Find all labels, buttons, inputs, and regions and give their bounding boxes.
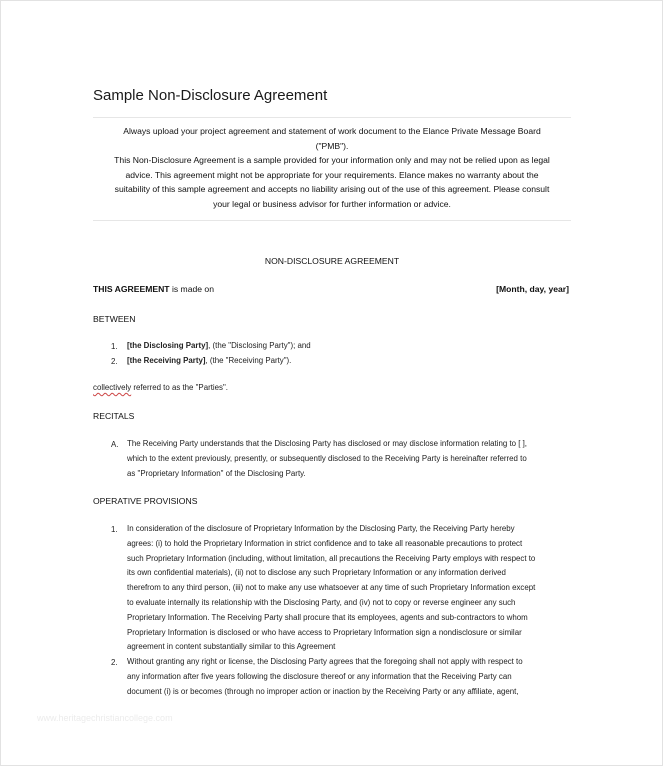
provision-line: In consideration of the disclosure of Proprietary Information by the Disclosing Party, the Receiving Party hereby bbox=[127, 524, 515, 533]
receiving-party-name: [the Receiving Party] bbox=[127, 356, 206, 365]
recital-line: which to the extent previously, presently, or subsequently disclosed to the Receiving Party is hereinafter referred to bbox=[127, 453, 527, 463]
notice-line: advice. This agreement might not be appropriate for your requirements. Elance makes no warranty about the bbox=[125, 169, 539, 180]
provision-line: such Proprietary Information (including, without limitation, all precautions the Receiving Party employs with respect to bbox=[127, 553, 536, 563]
party-number: 2. bbox=[111, 357, 118, 366]
collectively-text: referred to as the "Parties". bbox=[131, 383, 228, 392]
provision-line: Proprietary Information is disclosed or who have access to Proprietary Information sign a nondisclosure or similar bbox=[127, 627, 522, 637]
provision-number: 2. bbox=[111, 658, 118, 667]
recital-label: A. bbox=[111, 440, 119, 449]
disclosing-party-name: [the Disclosing Party] bbox=[127, 341, 209, 350]
party-line-receiving bbox=[127, 354, 291, 369]
agreement-heading: NON-DISCLOSURE AGREEMENT bbox=[264, 256, 400, 266]
made-on-text: is made on bbox=[169, 284, 214, 294]
operative-heading: OPERATIVE PROVISIONS bbox=[93, 496, 198, 506]
provision-line: therefrom to any third person, (iii) not to make any use whatsoever at any time of such Proprietary Information except bbox=[127, 583, 536, 593]
recital-line: as "Proprietary Information" of the Disclosing Party. bbox=[127, 468, 306, 478]
divider-bottom bbox=[93, 220, 571, 221]
collectively-line bbox=[93, 381, 228, 396]
divider-top bbox=[93, 117, 571, 118]
provision-line: any information after five years following the disclosure thereof or any information that the Receiving Party can bbox=[127, 671, 512, 681]
made-on-line bbox=[93, 284, 214, 294]
notice-line: Always upload your project agreement and statement of work document to the Elance Private Message Board bbox=[123, 126, 541, 136]
provision-line: document (i) is or becomes (through no improper action or inaction by the Receiving Party or any affiliate, agent, bbox=[127, 686, 519, 696]
provision-line: its own confidential materials), (ii) not to disclose any such Proprietary Information or any information derived bbox=[127, 568, 506, 578]
provision-line: Proprietary Information. The Receiving Party shall procure that its employees, agents and sub-contractors to whom bbox=[127, 612, 528, 622]
receiving-party-text: , (the "Receiving Party"). bbox=[205, 356, 292, 365]
provision-number: 1. bbox=[111, 525, 118, 534]
provision-paragraph-2 bbox=[127, 655, 573, 699]
between-heading: BETWEEN bbox=[93, 314, 136, 324]
recital-line: The Receiving Party understands that the Disclosing Party has disclosed or may disclose information relating to [ ], bbox=[127, 439, 527, 448]
this-agreement-label: THIS AGREEMENT bbox=[93, 284, 170, 294]
watermark: www.heritagechristiancollege.com bbox=[37, 713, 173, 723]
disclosing-party-text: , (the "Disclosing Party"); and bbox=[208, 341, 311, 350]
provision-line: Without granting any right or license, the Disclosing Party agrees that the foregoing shall not apply with respect to bbox=[127, 657, 523, 666]
notice-line: your legal or business advisor for further information or advice. bbox=[213, 198, 451, 209]
notice-line: ("PMB"). bbox=[315, 140, 349, 151]
provision-line: to evaluate internally its relationship with the Disclosing Party, and (iv) not to copy or reverse engineer any such bbox=[127, 597, 516, 607]
recital-paragraph bbox=[127, 437, 573, 481]
notice-line: This Non-Disclosure Agreement is a sample provided for your information only and may not be relied upon as legal bbox=[114, 155, 550, 166]
provision-paragraph-1 bbox=[127, 522, 573, 655]
notice-block bbox=[93, 124, 571, 212]
notice-line: suitability of this sample agreement and accepts no liability arising out of the use of this agreement. Please consult bbox=[114, 184, 550, 195]
party-number: 1. bbox=[111, 342, 118, 351]
date-placeholder: [Month, day, year] bbox=[496, 284, 569, 294]
provision-line: agreement in content substantially similar to this Agreement bbox=[127, 642, 336, 652]
provision-line: agrees: (i) to hold the Proprietary Information in strict confidence and to take all reasonable precautions to protect bbox=[127, 538, 523, 548]
party-line-disclosing bbox=[127, 339, 311, 354]
collectively-word: collectively bbox=[93, 383, 132, 392]
recitals-heading: RECITALS bbox=[93, 411, 135, 421]
document-title: Sample Non-Disclosure Agreement bbox=[93, 87, 328, 104]
